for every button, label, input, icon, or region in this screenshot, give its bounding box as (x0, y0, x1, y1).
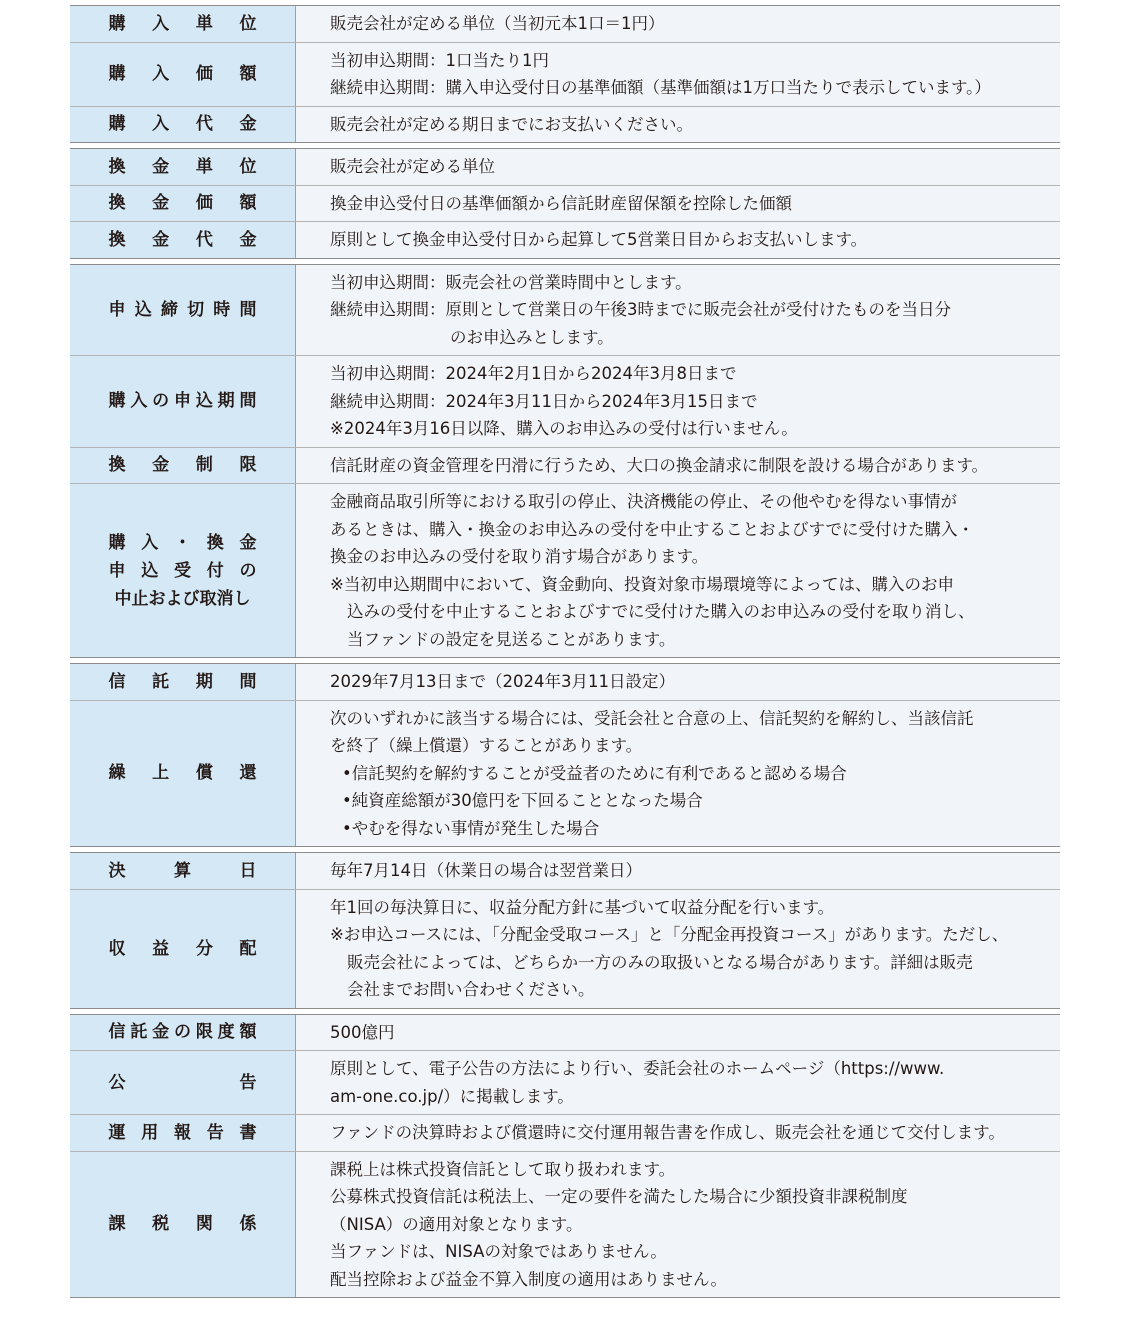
label-char: 購 (108, 391, 126, 412)
label-char: 中止および取消し (114, 588, 251, 609)
value-line: 年1回の毎決算日に、収益分配方針に基づいて収益分配を行います。 (330, 897, 835, 917)
label-char: 信 (108, 1022, 126, 1043)
row-value (296, 1115, 1060, 1151)
table-group (70, 663, 1060, 847)
label-char: 日 (239, 860, 257, 881)
row-value (296, 6, 1060, 42)
label-char: 締 (160, 299, 178, 320)
label-char: 付 (206, 560, 224, 581)
label-char: 金 (239, 229, 257, 250)
row-income-distribution (70, 889, 1060, 1008)
label-char: 額 (239, 193, 257, 214)
value-line: ファンドの決算時および償還時に交付運用報告書を作成し、販売会社を通じて交付します。 (330, 1123, 1005, 1142)
table-group (70, 5, 1060, 143)
row-label (70, 853, 296, 889)
row-label (70, 890, 296, 1008)
label-char: 託 (130, 1022, 148, 1043)
value-line: 当初申込期間：1口当たり1円 (330, 50, 549, 70)
value-line: ※当初申込期間中において、資金動向、投資対象市場環境等によっては、購入のお申 (330, 574, 954, 594)
row-label (70, 222, 296, 258)
label-char: 価 (195, 193, 213, 214)
value-line: am-one.co.jp/）に掲載します。 (330, 1086, 574, 1106)
row-value (296, 356, 1060, 447)
value-line: 換金申込受付日の基準価額から信託財産留保額を控除した価額 (330, 193, 792, 213)
row-value (296, 701, 1060, 847)
row-management-report (70, 1114, 1060, 1151)
label-char: 入 (152, 114, 170, 135)
label-char: 購 (108, 532, 126, 553)
value-line: 当ファンドは、NISAの対象ではありません。 (330, 1242, 667, 1261)
value-line: 継続申込期間：原則として営業日の午後3時までに販売会社が受付けたものを当日分 (330, 300, 951, 319)
label-char: の (173, 1022, 191, 1043)
label-char: 額 (239, 64, 257, 84)
row-settlement-date (70, 853, 1060, 889)
label-char: 還 (239, 763, 257, 784)
value-line: 継続申込期間：2024年3月11日から2024年3月15日まで (330, 391, 758, 411)
row-label (70, 6, 296, 42)
label-char: 入 (130, 391, 148, 412)
label-char: 入 (152, 13, 170, 34)
table-group (70, 1014, 1060, 1299)
row-purchase-unit (70, 6, 1060, 42)
row-purchase-price (70, 42, 1060, 106)
label-char: 金 (152, 229, 170, 250)
label-char: 受 (174, 560, 191, 581)
label-char: 位 (239, 13, 257, 34)
row-label (70, 1115, 296, 1151)
value-line: 販売会社が定める単位（当初元本1口＝1円） (330, 14, 665, 33)
value-line: •信託契約を解約することが受益者のために有利であると認める場合 (342, 763, 847, 783)
value-line: 課税上は株式投資信託として取り扱われます。 (330, 1159, 676, 1179)
row-label (70, 1051, 296, 1114)
label-char: 金 (152, 156, 170, 177)
row-suspension-cancellation (70, 483, 1060, 657)
row-purchase-payment (70, 106, 1060, 143)
label-char: 用 (141, 1122, 159, 1143)
table-group (70, 148, 1060, 259)
label-char: 単 (195, 13, 213, 34)
label-char: 金 (152, 1022, 170, 1043)
value-line: のお申込みとします。 (450, 327, 614, 347)
row-purchase-application-period (70, 355, 1060, 447)
label-char: 購 (108, 13, 126, 34)
value-line: 販売会社が定める期日までにお支払いください。 (330, 114, 693, 134)
value-line: •純資産総額が30億円を下回ることとなった場合 (342, 791, 703, 810)
label-char: 購 (108, 64, 126, 84)
label-char: 運 (108, 1122, 126, 1143)
label-char: 代 (195, 229, 213, 250)
label-char: 限 (239, 455, 257, 476)
value-line: 販売会社が定める単位 (330, 157, 495, 176)
label-char: 益 (152, 938, 170, 959)
label-char: 換 (108, 455, 126, 476)
label-char: 金 (152, 193, 170, 214)
label-char: 金 (239, 532, 257, 553)
value-line: 会社までお問い合わせください。 (347, 980, 595, 999)
label-char: 上 (152, 763, 170, 784)
value-line: 公募株式投資信託は税法上、一定の要件を満たした場合に少額投資非課税制度 (330, 1187, 908, 1206)
label-char: 収 (108, 938, 126, 959)
row-redemption-price (70, 185, 1060, 222)
label-char: 託 (152, 671, 170, 692)
row-label (70, 149, 296, 185)
row-redemption-restriction (70, 447, 1060, 484)
label-char: 期 (217, 391, 235, 412)
row-value (296, 43, 1060, 106)
label-char: 込 (195, 391, 213, 412)
label-char: 込 (141, 560, 159, 581)
label-char: 換 (108, 156, 126, 177)
value-line: （NISA）の適用対象となります。 (330, 1214, 583, 1234)
row-trust-period (70, 664, 1060, 700)
value-line: 原則として換金申込受付日から起算して5営業日目からお支払いします。 (330, 230, 868, 249)
label-char: 告 (206, 1122, 224, 1143)
value-line: 込みの受付を中止することおよびすでに受付けた購入のお申込みの受付を取り消し、 (347, 602, 975, 621)
label-char: 単 (195, 156, 213, 177)
row-label (70, 1015, 296, 1051)
row-value (296, 149, 1060, 185)
row-label (70, 1152, 296, 1298)
value-line: 当ファンドの設定を見送ることがあります。 (347, 629, 676, 649)
label-char: 代 (195, 114, 213, 135)
label-char: の (239, 560, 257, 581)
label-char: 間 (239, 299, 257, 320)
row-value (296, 222, 1060, 258)
label-char: 償 (195, 763, 213, 784)
value-line: 毎年7月14日（休業日の場合は翌営業日） (330, 861, 642, 880)
value-line: を終了（繰上償還）することがあります。 (330, 736, 643, 755)
label-char: 課 (108, 1214, 126, 1235)
label-char: 金 (152, 455, 170, 476)
label-char: 換 (108, 229, 126, 250)
label-char: 込 (134, 299, 152, 320)
label-char: 公 (108, 1072, 126, 1093)
value-line: 金融商品取引所等における取引の停止、決済機能の停止、その他やむを得ない事情が (330, 492, 957, 511)
value-line: 配当控除および益金不算入制度の適用はありません。 (330, 1269, 727, 1289)
row-redemption-unit (70, 149, 1060, 185)
label-char: 換 (206, 532, 224, 553)
row-label (70, 43, 296, 106)
row-label (70, 484, 296, 657)
label-char: 配 (239, 938, 257, 959)
label-char: 係 (239, 1214, 257, 1235)
value-line: 次のいずれかに該当する場合には、受託会社と合意の上、信託契約を解約し、当該信託 (330, 708, 974, 728)
value-line: 原則として、電子公告の方法により行い、委託会社のホームページ（https://www. (330, 1059, 945, 1078)
row-label (70, 186, 296, 222)
label-char: 申 (108, 560, 126, 581)
label-char: 制 (195, 455, 213, 476)
label-char: 報 (174, 1122, 191, 1143)
row-value (296, 107, 1060, 143)
row-public-notice (70, 1050, 1060, 1114)
label-char: 切 (187, 299, 205, 320)
value-line: 販売会社によっては、どちらか一方のみの取扱いとなる場合があります。詳細は販売 (347, 952, 973, 972)
label-char: 告 (239, 1072, 257, 1093)
row-taxation (70, 1151, 1060, 1298)
row-label (70, 265, 296, 356)
label-char: 間 (239, 391, 257, 412)
row-label (70, 448, 296, 484)
row-value (296, 1152, 1060, 1298)
label-char: 申 (108, 299, 126, 320)
label-char: 申 (173, 391, 191, 412)
label-char: 算 (174, 860, 191, 881)
value-line: 当初申込期間：2024年2月1日から2024年3月8日まで (330, 364, 737, 383)
label-char: 信 (108, 671, 126, 692)
row-label (70, 664, 296, 700)
label-char: 書 (239, 1122, 257, 1143)
label-char: 間 (239, 671, 257, 692)
table-group (70, 264, 1060, 659)
value-line: あるときは、購入・換金のお申込みの受付を中止することおよびすでに受付けた購入・ (330, 519, 974, 539)
label-char: 価 (195, 64, 213, 84)
label-char: 期 (195, 671, 213, 692)
label-char: 入 (152, 64, 170, 84)
value-line: ※お申込コースには、「分配金受取コース」と「分配金再投資コース」があります。ただし、 (330, 925, 1009, 944)
row-value (296, 265, 1060, 356)
row-label (70, 107, 296, 143)
row-value (296, 1051, 1060, 1114)
row-value (296, 664, 1060, 700)
label-char: 限 (195, 1022, 213, 1043)
row-value (296, 484, 1060, 657)
label-char: 換 (108, 193, 126, 214)
value-line: 2029年7月13日まで（2024年3月11日設定） (330, 672, 675, 691)
value-line: ※2024年3月16日以降、購入のお申込みの受付は行いません。 (330, 419, 798, 438)
row-value (296, 853, 1060, 889)
value-line: 継続申込期間：購入申込受付日の基準価額（基準価額は1万口当たりで表示しています。） (330, 78, 991, 97)
row-label (70, 701, 296, 847)
fund-info-table (70, 5, 1060, 1303)
row-label (70, 356, 296, 447)
row-value (296, 448, 1060, 484)
label-char: 税 (152, 1214, 170, 1235)
label-char: 繰 (108, 763, 126, 784)
row-value (296, 1015, 1060, 1051)
label-char: ・ (174, 532, 191, 553)
row-redemption-payment (70, 221, 1060, 258)
value-line: 当初申込期間：販売会社の営業時間中とします。 (330, 272, 692, 292)
row-early-redemption (70, 700, 1060, 847)
value-line: 信託財産の資金管理を円滑に行うため、大口の換金請求に制限を設ける場合があります。 (330, 455, 989, 475)
table-group (70, 852, 1060, 1009)
label-char: 関 (195, 1214, 213, 1235)
label-char: 分 (195, 938, 213, 959)
row-trust-limit (70, 1015, 1060, 1051)
label-char: 入 (141, 532, 159, 553)
value-line: 換金のお申込みの受付を取り消す場合があります。 (330, 547, 709, 566)
value-line: •やむを得ない事情が発生した場合 (342, 818, 600, 838)
label-char: 金 (239, 114, 257, 135)
label-char: の (152, 391, 170, 412)
label-char: 位 (239, 156, 257, 177)
row-value (296, 890, 1060, 1008)
row-application-deadline (70, 265, 1060, 356)
value-line: 500億円 (330, 1022, 395, 1042)
row-value (296, 186, 1060, 222)
label-char: 時 (213, 299, 231, 320)
label-char: 購 (108, 114, 126, 135)
label-char: 額 (239, 1022, 257, 1043)
label-char: 度 (217, 1022, 235, 1043)
label-char: 決 (108, 860, 126, 881)
